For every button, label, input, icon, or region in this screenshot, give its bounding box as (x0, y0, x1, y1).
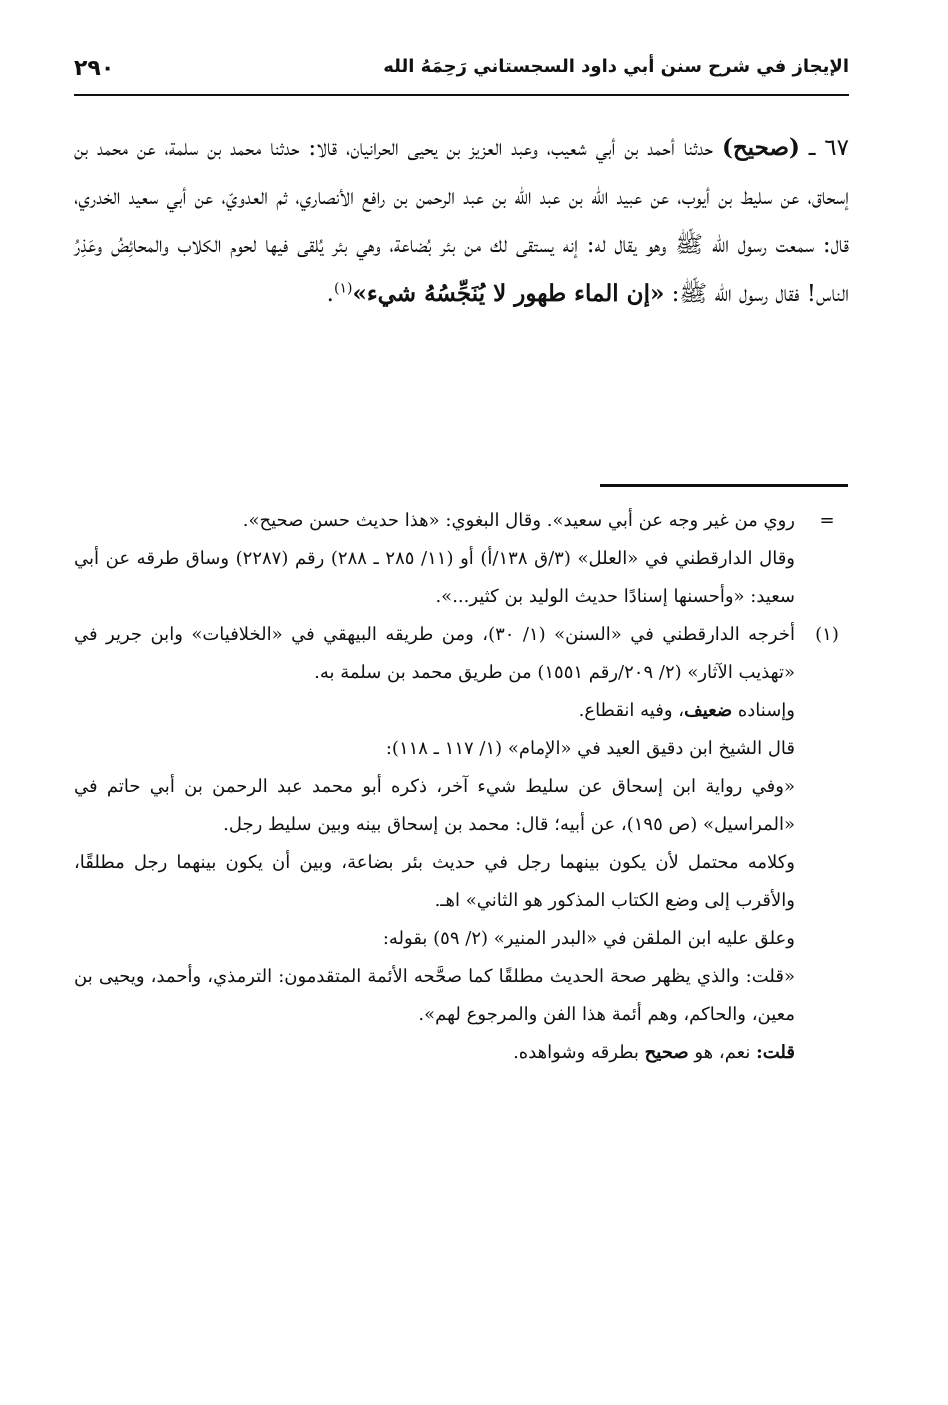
grade-sahih: صحيح (644, 1042, 689, 1063)
footnote-paragraph (74, 1034, 795, 1072)
footnote-paragraph: وكلامه محتمل لأن يكون بينهما رجل في حديث بئر بضاعة، وبين أن يكون بينهما رجل مطلقًا، والأقرب إلى وضع الكتاب المذكور هو الثاني» اهـ. (74, 852, 795, 911)
prophetic-quote: «إن الماء طهور لا يُنَجِّسُهُ شيء» (352, 279, 665, 307)
footnote-paragraph: «قلت: والذي يظهر صحة الحديث مطلقًا كما صحَّحه الأئمة المتقدمون: الترمذي، وأحمد، ويحيى بن معين، والحاكم، وهم أئمة هذا الفن والمرجوع لهم». (74, 966, 795, 1025)
conclusion-end: بطرقه وشواهده. (513, 1042, 639, 1063)
footnote-paragraph: «وفي رواية ابن إسحاق عن سليط شيء آخر، ذكره أبو محمد عبد الرحمن بن أبي حاتم في «المراسيل» (ص ١٩٥)، عن أبيه؛ قال: محمد بن إسحاق بينه وبين سليط رجل. (74, 776, 795, 835)
running-title: الإيجاز في شرح سنن أبي داود السجستاني رَحِمَهُ الله (383, 56, 849, 77)
footnotes-section (74, 502, 849, 1072)
footnote-separator (600, 484, 848, 487)
footnote-paragraph (74, 692, 795, 730)
conclusion-text: نعم، هو (694, 1042, 751, 1063)
footnote-marker: (١) (815, 624, 839, 645)
chain-label: وإسناده (737, 700, 795, 721)
chain-note: ، وفيه انقطاع. (578, 700, 685, 721)
hadith-text (74, 124, 849, 318)
footnote-paragraph: روي من غير وجه عن أبي سعيد». وقال البغوي: «هذا حديث حسن صحيح». (242, 510, 795, 531)
conclusion-label: قلت: (756, 1042, 795, 1063)
hadith-grade: (صحيح) (721, 134, 800, 161)
footnote-paragraph: قال الشيخ ابن دقيق العيد في «الإمام» (١/ ١١٧ ـ ١١٨): (385, 738, 795, 759)
footnote-paragraph: أخرجه الدارقطني في «السنن» (١/ ٣٠)، ومن طريقه البيهقي في «الخلافيات» وابن جرير في «تهذيب الآثار» (٢/ ٢٠٩/رقم ١٥٥١) من طريق محمد بن سلمة به. (74, 624, 795, 683)
end-punctuation: . (326, 280, 334, 307)
page-header (74, 54, 849, 96)
footnote-continued (74, 502, 849, 616)
page-number: ٢٩٠ (74, 56, 115, 81)
footnote-reference: (١) (333, 279, 353, 296)
footnote-1 (74, 616, 849, 1072)
footnote-paragraph: وعلق عليه ابن الملقن في «البدر المنير» (٢/ ٥٩) بقوله: (382, 928, 795, 949)
continuation-marker: = (819, 510, 835, 531)
hadith-number: ٦٧ ـ (808, 135, 850, 161)
hadith-chain: حدثنا أحمد بن أبي شعيب، وعبد العزيز بن يحيى الحرانيان، قالا: حدثنا محمد بن سلمة، عن محمد بن إسحاق، عن سليط بن أيوب، عن عبيد الله بن عبد الله بن عبد الرحمن بن رافع الأنصاري، ثم العدويّ، عن أبي سعيد الخدري، قال: سمعت رسول الله ﷺ وهو يقال له: إنه يستقى لك من بئر بُضاعة، وهي بئر يُلقى فيها لحوم الكلاب والمحائِضُ وعَذِرُ الناس! فقال رسول الله ﷺ: (74, 135, 849, 307)
grade-weak: ضعيف (684, 700, 733, 721)
footnote-paragraph: وقال الدارقطني في «العلل» (٣/ق ١٣٨/أ) أو (١١/ ٢٨٥ ـ ٢٨٨) رقم (٢٢٨٧) وساق طرقه عن أبي سعيد: «وأحسنها إسنادًا حديث الوليد بن كثير...». (74, 548, 796, 607)
